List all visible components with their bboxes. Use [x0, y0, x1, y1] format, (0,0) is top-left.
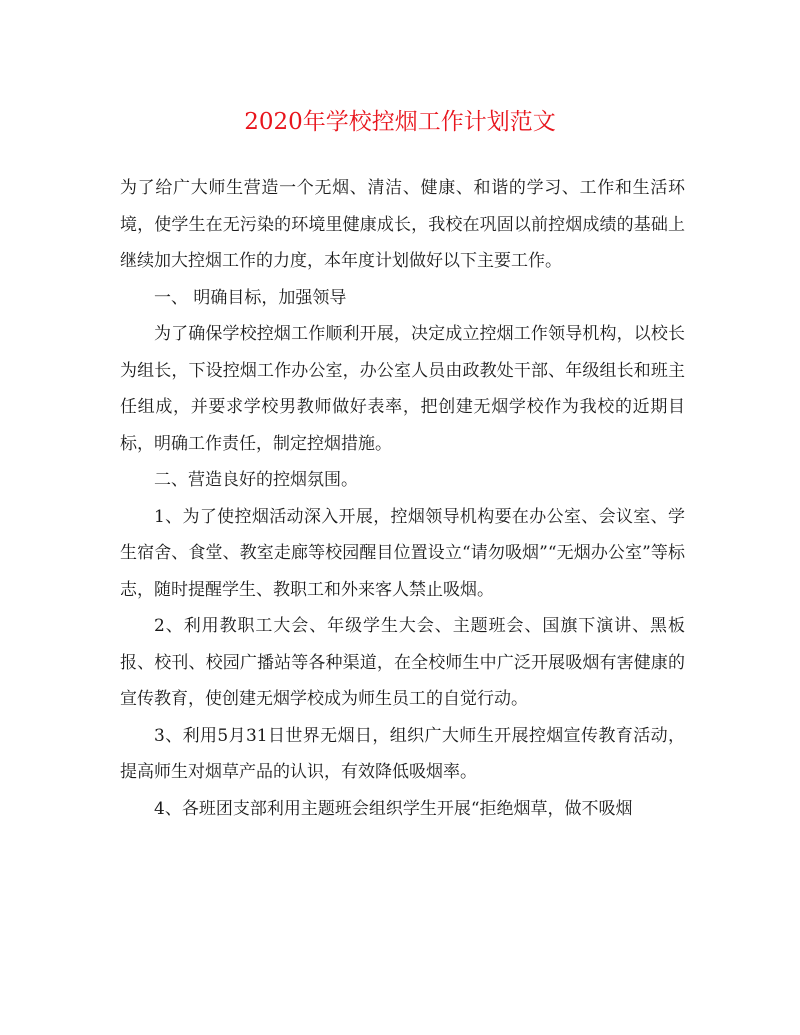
- section-heading-1: 一、 明确目标，加强领导: [154, 287, 347, 308]
- list-item-1: 1、为了使控烟活动深入开展，控烟领导机构要在办公室、会议室、学生宿舍、食堂、教室走廊等校园醒目位置设立“请勿吸烟”“无烟办公室”等标志，随时提醒学生、教职工和外来客人禁止吸烟。: [120, 506, 685, 600]
- section-heading-2: 二、营造良好的控烟氛围。: [154, 470, 358, 490]
- list-item-2: 2、利用教职工大会、年级学生大会、主题班会、国旗下演讲、黑板报、校刊、校园广播站等各种渠道，在全校师生中广泛开展吸烟有害健康的宣传教育，使创建无烟学校成为师生员工的自觉行动。: [120, 616, 685, 709]
- document-title: 2020年学校控烟工作计划范文: [244, 109, 556, 135]
- document-body: [120, 170, 685, 827]
- intro-paragraph: 为了给广大师生营造一个无烟、清洁、健康、和谐的学习、工作和生活环境，使学生在无污染的环境里健康成长，我校在巩固以前控烟成绩的基础上继续加大控烟工作的力度，本年度计划做好以下主要工作。: [120, 178, 685, 271]
- list-item-3: 3、利用5月31日世界无烟日，组织广大师生开展控烟宣传教育活动，提高师生对烟草产品的认识，有效降低吸烟率。: [120, 725, 685, 782]
- section-1-paragraph: 为了确保学校控烟工作顺利开展，决定成立控烟工作领导机构，以校长为组长，下设控烟工作办公室，办公室人员由政教处干部、年级组长和班主任组成，并要求学校男教师做好表率，把创建无烟学校作为我校的近期目标，明确工作责任，制定控烟措施。: [120, 324, 685, 454]
- list-item-4: 4、各班团支部利用主题班会组织学生开展“拒绝烟草，做不吸烟: [154, 798, 633, 819]
